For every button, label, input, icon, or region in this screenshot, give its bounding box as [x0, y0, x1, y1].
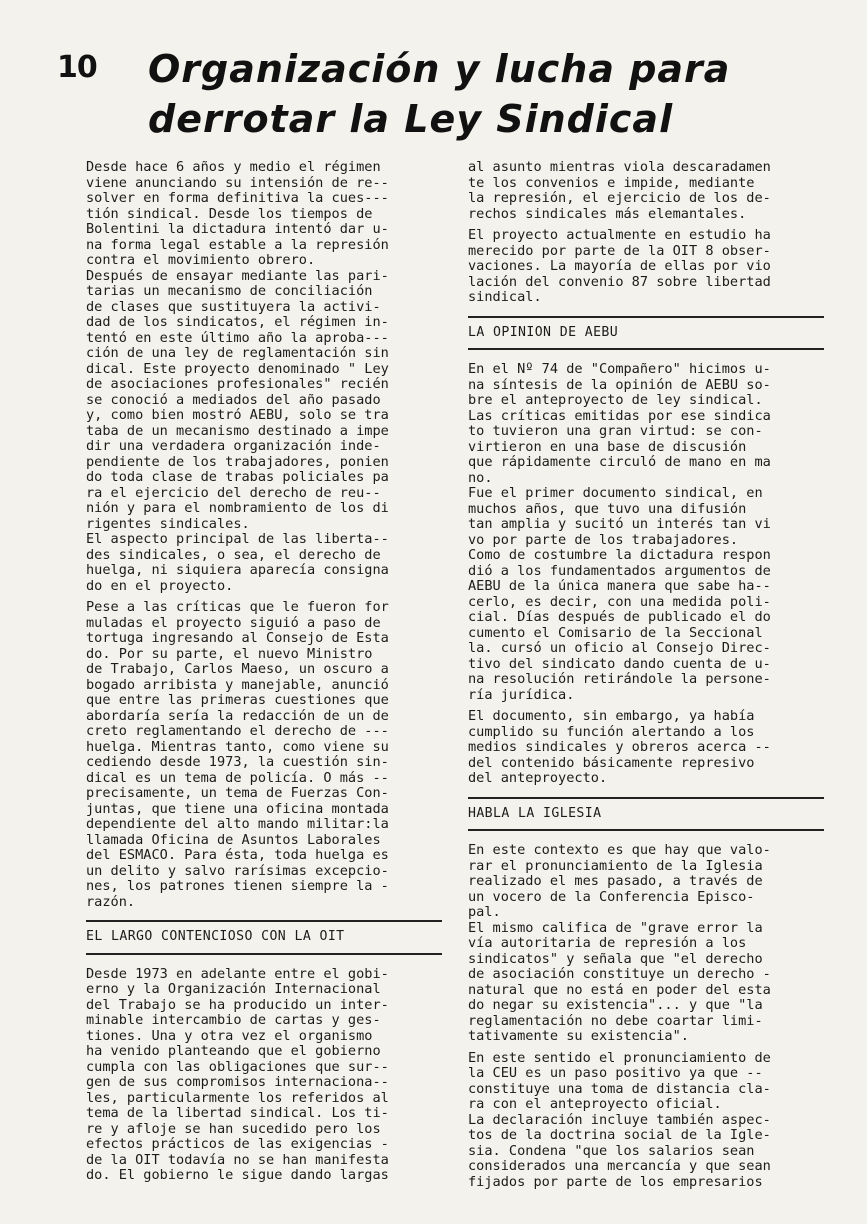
page-number: 10 — [57, 50, 97, 85]
text-line: do en el proyecto. — [86, 577, 234, 594]
text-line: to tuvieron una gran virtud: se con- — [468, 423, 763, 439]
text-line: la CEU es un paso positivo ya que -- — [468, 1065, 763, 1081]
text-line: tarias un mecanismo de conciliación — [86, 283, 373, 299]
paragraph — [468, 1051, 824, 1191]
headline-line-2: derrotar la Ley Sindical — [148, 97, 674, 141]
text-line: sindical. — [468, 289, 542, 305]
text-line: juntas, que tiene una oficina montada — [86, 800, 389, 817]
text-line: efectos prácticos de las exigencias - — [86, 1136, 389, 1152]
text-line: tión sindical. Desde los tiempos de — [86, 205, 373, 222]
text-line: bre el anteproyecto de ley sindical. — [468, 392, 763, 408]
section-heading-oit: EL LARGO CONTENCIOSO CON LA OIT — [86, 920, 442, 955]
text-line: sia. Condena "que los salarios sean — [468, 1142, 755, 1159]
text-line: la represión, el ejercicio de los de- — [468, 190, 771, 206]
text-line: cial. Días después de publicado el do — [468, 609, 771, 625]
text-line: virtieron en una base de discusión — [468, 438, 747, 455]
article-headline — [148, 44, 838, 144]
text-line: fijados por parte de los empresarios — [468, 1173, 763, 1190]
text-line: sindicatos" y señala que "el derecho — [468, 950, 763, 967]
text-line: dical es un tema de policía. O más -- — [86, 769, 389, 786]
text-line: del anteproyecto. — [468, 770, 608, 786]
text-line: Desde 1973 en adelante entre el gobi- — [86, 965, 389, 982]
text-line: ra con el anteproyecto oficial. — [468, 1096, 722, 1112]
text-line: precisamente, un tema de Fuerzas Con- — [86, 785, 389, 801]
text-line: do. El gobierno le sigue dando largas — [86, 1167, 389, 1183]
text-line: na resolución retirándole la persone- — [468, 671, 771, 687]
text-line: vía autoritaria de represión a los — [468, 935, 747, 951]
text-line: y, como bien mostró AEBU, solo se tra — [86, 407, 389, 423]
text-line: de clases que sustituyera la activi- — [86, 298, 381, 315]
text-line: tema de la libertad sindical. Los ti- — [86, 1105, 389, 1121]
text-line: muladas el proyecto siguió a paso de — [86, 614, 381, 631]
text-line: medios sindicales y obreros acerca -- — [468, 739, 771, 755]
text-line: El documento, sin embargo, ya había — [468, 708, 755, 724]
text-line: dical. Este proyecto denominado " Ley — [86, 360, 389, 377]
text-line: reglamentación no debe coartar limi- — [468, 1012, 763, 1029]
text-line: vaciones. La mayoría de ellas por vio — [468, 258, 771, 274]
text-line: del ESMACO. Para ésta, toda huelga es — [86, 847, 389, 863]
paragraph — [86, 160, 442, 594]
text-line: de asociaciones profesionales" recién — [86, 376, 389, 392]
text-line: un delito y salvo rarísimas excepcio- — [86, 862, 389, 879]
text-line: merecido por parte de la OIT 8 obser- — [468, 242, 771, 259]
text-line: Desde hace 6 años y medio el régimen — [86, 159, 381, 175]
text-line: do. Por su parte, el nuevo Ministro — [86, 645, 373, 662]
text-line: Como de costumbre la dictadura respon — [468, 547, 771, 563]
text-line: rechos sindicales más elemantales. — [468, 205, 747, 222]
text-line: tan amplia y sucitó un interés tan vi — [468, 516, 771, 532]
text-line: En el Nº 74 de "Compañero" hicimos u- — [468, 361, 771, 377]
text-line: rigentes sindicales. — [86, 515, 250, 532]
paragraph — [468, 709, 824, 787]
text-line: tativamente su existencia". — [468, 1028, 689, 1044]
text-line: minable intercambio de cartas y ges- — [86, 1012, 381, 1028]
text-line: que entre las primeras cuestiones que — [86, 692, 389, 708]
left-column — [86, 160, 442, 1184]
text-line: considerados una mercancía y que sean — [468, 1158, 771, 1174]
text-line: tortuga ingresando al Consejo de Esta — [86, 630, 389, 646]
text-line: de asociación constituye un derecho - — [468, 966, 771, 982]
right-column — [468, 160, 824, 1190]
text-line: nión y para el nombramiento de los di — [86, 500, 389, 516]
paragraph — [86, 600, 442, 910]
text-line: taba de un mecanismo destinado a impe — [86, 422, 389, 439]
text-line: rar el pronunciamiento de la Iglesia — [468, 857, 763, 874]
text-line: viene anunciando su intensión de re-- — [86, 174, 389, 191]
text-line: re y afloje se han sucedido pero los — [86, 1120, 381, 1137]
text-line: La declaración incluye también aspec- — [468, 1111, 771, 1128]
text-line: que rápidamente circuló de mano en ma — [468, 454, 771, 470]
section-heading-iglesia: HABLA LA IGLESIA — [468, 797, 824, 832]
text-line: realizado el mes pasado, a través de — [468, 873, 763, 889]
text-line: tiones. Una y otra vez el organismo — [86, 1027, 373, 1044]
text-line: bogado arribista y manejable, anunció — [86, 676, 389, 693]
text-line: natural que no está en poder del esta — [468, 981, 771, 998]
text-line: cumpla con las obligaciones que sur-- — [86, 1058, 389, 1075]
text-line: Pese a las críticas que le fueron for — [86, 599, 389, 615]
text-line: do toda clase de trabas policiales pa — [86, 469, 389, 485]
text-line: Bolentini la dictadura intentó dar u- — [86, 221, 389, 237]
text-line: les, particularmente los referidos al — [86, 1089, 389, 1106]
text-line: El mismo califica de "grave error la — [468, 919, 763, 936]
text-line: ha venido planteando que el gobierno — [86, 1043, 381, 1059]
text-line: de la OIT todavía no se han manifesta — [86, 1151, 389, 1168]
paragraph — [86, 967, 442, 1184]
text-line: vo por parte de los trabajadores. — [468, 531, 739, 548]
text-line: ría jurídica. — [468, 686, 575, 703]
text-line: la. cursó un oficio al Consejo Direc- — [468, 640, 771, 656]
text-line: Después de ensayar mediante las pari- — [86, 267, 389, 284]
text-line: dependiente del alto mando militar:la — [86, 816, 389, 832]
headline-line-1: Organización y lucha para — [148, 47, 731, 91]
text-line: de Trabajo, Carlos Maeso, un oscuro a — [86, 661, 389, 677]
text-line: des sindicales, o sea, el derecho de — [86, 546, 381, 563]
text-line: na forma legal estable a la represión — [86, 236, 389, 253]
text-line: pendiente de los trabajadores, ponien — [86, 453, 389, 470]
text-line: un vocero de la Conferencia Episco- — [468, 888, 755, 905]
text-line: del Trabajo se ha producido un inter- — [86, 996, 389, 1013]
text-line: te los convenios e impide, mediante — [468, 174, 755, 191]
text-line: dió a los fundamentados argumentos de — [468, 562, 771, 579]
text-line: cediendo desde 1973, la cuestión sin- — [86, 754, 389, 770]
text-line: del contenido básicamente represivo — [468, 754, 755, 771]
text-line: gen de sus compromisos internaciona-- — [86, 1074, 389, 1090]
text-line: En este contexto es que hay que valo- — [468, 842, 771, 858]
text-line: AEBU de la única manera que sabe ha-- — [468, 578, 771, 594]
text-line: lación del convenio 87 sobre libertad — [468, 273, 771, 290]
text-line: huelga. Mientras tanto, como viene su — [86, 738, 389, 755]
text-line: creto reglamentando el derecho de --- — [86, 723, 389, 739]
paragraph — [468, 843, 824, 1045]
text-line: nes, los patrones tienen siempre la - — [86, 878, 389, 894]
text-line: muchos años, que tuvo una difusión — [468, 500, 747, 517]
text-line: ción de una ley de reglamentación sin — [86, 345, 389, 361]
text-line: al asunto mientras viola descaradamen — [468, 159, 771, 175]
text-line: En este sentido el pronunciamiento de — [468, 1049, 771, 1066]
text-line: na síntesis de la opinión de AEBU so- — [468, 376, 771, 393]
paragraph — [468, 362, 824, 703]
text-line: se conoció a mediados del año pasado — [86, 391, 381, 408]
text-line: dad de los sindicatos, el régimen in- — [86, 314, 389, 330]
text-line: llamada Oficina de Asuntos Laborales — [86, 831, 381, 848]
text-line: contra el movimiento obrero. — [86, 252, 316, 268]
section-heading-aebu: LA OPINION DE AEBU — [468, 316, 824, 351]
text-line: cumplido su función alertando a los — [468, 723, 755, 740]
text-line: Fue el primer documento sindical, en — [468, 485, 763, 501]
text-line: no. — [468, 469, 493, 486]
text-line: do negar su existencia"... y que "la — [468, 997, 763, 1013]
text-line: El proyecto actualmente en estudio ha — [468, 227, 771, 243]
text-line: huelga, ni siquiera aparecía consigna — [86, 562, 389, 578]
paragraph — [468, 160, 824, 222]
text-line: Las críticas emitidas por ese sindica — [468, 407, 771, 424]
text-line: pal. — [468, 904, 501, 920]
text-line: dir una verdadera organización inde- — [86, 438, 381, 454]
paragraph — [468, 228, 824, 306]
text-line: abordaría sería la redacción de un de — [86, 707, 389, 724]
text-line: tos de la doctrina social de la Igle- — [468, 1127, 771, 1143]
text-line: razón. — [86, 893, 136, 910]
text-line: cumento el Comisario de la Seccional — [468, 624, 763, 641]
text-line: El aspecto principal de las liberta-- — [86, 531, 389, 547]
text-line: erno y la Organización Internacional — [86, 981, 381, 997]
text-line: tentó en este último año la aproba--- — [86, 329, 389, 346]
text-line: cerlo, es decir, con una medida poli- — [468, 593, 771, 610]
text-line: constituye una toma de distancia cla- — [468, 1080, 771, 1097]
text-line: tivo del sindicato dando cuenta de u- — [468, 655, 771, 672]
text-line: ra el ejercicio del derecho de reu-- — [86, 484, 381, 501]
text-line: solver en forma definitiva la cues--- — [86, 190, 389, 206]
